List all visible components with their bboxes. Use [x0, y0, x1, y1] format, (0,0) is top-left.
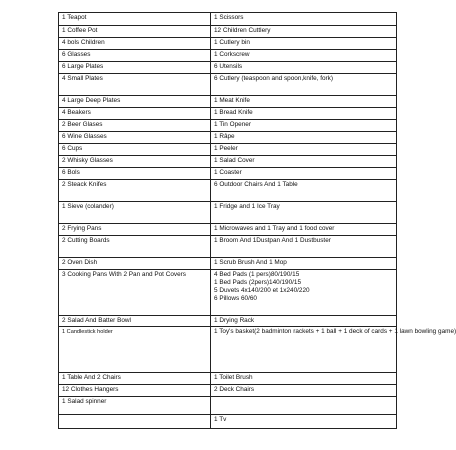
item-cell-left: [59, 258, 211, 270]
table-row: [59, 13, 397, 26]
table-row: [59, 38, 397, 50]
item-cell-right: [211, 224, 397, 236]
table-row: [59, 258, 397, 270]
item-text: 4 Large Deep Plates: [62, 97, 121, 104]
item-text: 1 Drying Rack: [214, 317, 255, 324]
table-row: [59, 168, 397, 180]
item-text: 6 Utensils: [214, 63, 243, 70]
item-cell-left: [59, 385, 211, 397]
item-text: 1 Sieve (colander): [62, 203, 114, 210]
item-text: 1 Fridge and 1 Ice Tray: [214, 203, 280, 210]
item-text: 6 Outdoor Chairs And 1 Table: [214, 181, 298, 188]
item-text: 4 bols Children: [62, 39, 105, 46]
item-text: 6 Pillows 60/60: [214, 295, 257, 302]
item-text: 12 Clothes Hangers: [62, 386, 119, 393]
item-cell-right: [211, 50, 397, 62]
item-cell-right: [211, 270, 397, 316]
item-text: 6 Glasses: [62, 51, 91, 58]
item-cell-left: [59, 415, 211, 429]
item-cell-right: [211, 96, 397, 108]
item-cell-right: [211, 132, 397, 144]
item-cell-right: [211, 13, 397, 26]
item-cell-left: [59, 108, 211, 120]
item-text: 12 Children Cuttlery: [214, 27, 271, 34]
table-row: [59, 50, 397, 62]
item-text: 6 Cups: [62, 145, 83, 152]
table-row: [59, 224, 397, 236]
item-cell-right: [211, 62, 397, 74]
table-row: [59, 132, 397, 144]
item-cell-left: [59, 180, 211, 202]
item-text: 6 Cutlery (teaspoon and spoon,knife, fork): [214, 75, 334, 82]
item-cell-right: [211, 258, 397, 270]
item-text: 3 Cooking Pans With 2 Pan and Pot Covers: [62, 271, 186, 278]
item-text: 1 Cutlery bin: [214, 39, 250, 46]
inventory-table-body: [59, 13, 456, 429]
item-text: 1 Teapot: [62, 14, 87, 21]
item-cell-right: [211, 385, 397, 397]
item-text: 1 Scissors: [214, 14, 244, 21]
table-row: [59, 144, 397, 156]
item-text: 1 Toilet Brush: [214, 374, 253, 381]
item-text: 1 Salad spinner: [62, 398, 107, 405]
table-row: [59, 270, 397, 316]
item-cell-left: [59, 50, 211, 62]
item-text: 6 Wine Glasses: [62, 133, 107, 140]
item-cell-left: [59, 156, 211, 168]
table-row: [59, 96, 397, 108]
item-text: 1 Table And 2 Chairs: [62, 374, 121, 381]
table-row: [59, 327, 397, 373]
item-cell-right: [211, 180, 397, 202]
item-cell-left: [59, 168, 211, 180]
item-cell-left: [59, 373, 211, 385]
item-text: 1 Toy's basket(2 badminton rackets + 1 ball + 1 deck of cards + 1 lawn bowling game): [214, 328, 456, 335]
item-cell-left: [59, 38, 211, 50]
table-row: [59, 62, 397, 74]
item-text: 1 Peeler: [214, 145, 238, 152]
table-row: [59, 74, 397, 96]
item-text: 2 Steack Knifes: [62, 181, 107, 188]
item-text: 2 Salad And Batter Bowl: [62, 317, 131, 324]
item-text: 2 Whisky Glasses: [62, 157, 113, 164]
item-text: 2 Deck Chairs: [214, 386, 255, 393]
table-row: [59, 373, 397, 385]
item-cell-right: [211, 373, 397, 385]
item-text: 1 Salad Cover: [214, 157, 255, 164]
item-cell-left: [59, 144, 211, 156]
item-cell-left: [59, 62, 211, 74]
item-cell-right: [211, 74, 397, 96]
item-text: 4 Small Plates: [62, 75, 103, 82]
table-row: [59, 156, 397, 168]
table-row: [59, 202, 397, 224]
item-cell-left: [59, 96, 211, 108]
table-row: [59, 236, 397, 258]
item-cell-right: [211, 108, 397, 120]
table-row: [59, 415, 397, 429]
item-text: 2 Cutting Boards: [62, 237, 110, 244]
item-text: 1 Tin Opener: [214, 121, 251, 128]
item-text: 1 Bed Pads (2pers)140/190/15: [214, 279, 302, 286]
item-cell-left: [59, 270, 211, 316]
item-text: 1 Coffee Pot: [62, 27, 98, 34]
item-cell-left: [59, 13, 211, 26]
item-cell-left: [59, 316, 211, 327]
item-text: 1 Corkscrew: [214, 51, 250, 58]
item-cell-left: [59, 327, 211, 373]
item-cell-right: [211, 168, 397, 180]
table-row: [59, 26, 397, 38]
item-cell-right: [211, 26, 397, 38]
item-cell-left: [59, 132, 211, 144]
item-text: 1 Coaster: [214, 169, 242, 176]
item-text: 1 Candlestick holder: [62, 329, 113, 335]
table-row: [59, 180, 397, 202]
item-cell-right: [211, 397, 397, 415]
item-text: 1 Broom And 1Dustpan And 1 Dustbuster: [214, 237, 331, 244]
item-text: 1 Tv: [214, 416, 227, 423]
table-row: [59, 108, 397, 120]
item-cell-right: [211, 156, 397, 168]
item-cell-left: [59, 397, 211, 415]
item-cell-right: [211, 38, 397, 50]
item-text: 6 Large Plates: [62, 63, 104, 70]
item-text: 4 Bed Pads (1 pers)80/190/15: [214, 271, 300, 278]
item-cell-right: [211, 202, 397, 224]
item-text: 2 Oven Dish: [62, 259, 98, 266]
item-cell-right: [211, 316, 397, 327]
table-row: [59, 120, 397, 132]
item-text: 1 Bread Knife: [214, 109, 253, 116]
table-row: [59, 316, 397, 327]
item-text: 1 Microwaves and 1 Tray and 1 food cover: [214, 225, 335, 232]
item-text: 6 Bols: [62, 169, 80, 176]
item-cell-right: [211, 120, 397, 132]
item-text: 5 Duvets 4x140/200 et 1x240/220: [214, 287, 310, 294]
item-cell-left: [59, 74, 211, 96]
item-cell-left: [59, 236, 211, 258]
item-text: 2 Frying Pans: [62, 225, 102, 232]
item-cell-right: [211, 415, 397, 429]
inventory-table: [58, 12, 456, 429]
item-cell-left: [59, 120, 211, 132]
table-row: [59, 397, 397, 415]
item-cell-right: [211, 236, 397, 258]
item-cell-left: [59, 202, 211, 224]
item-cell-right: [211, 144, 397, 156]
item-cell-right: [211, 327, 456, 373]
item-text: 2 Beer Glases: [62, 121, 103, 128]
item-cell-left: [59, 224, 211, 236]
table-row: [59, 385, 397, 397]
item-text: 1 Scrub Brush And 1 Mop: [214, 259, 287, 266]
item-cell-left: [59, 26, 211, 38]
item-text: 1 Meat Knife: [214, 97, 250, 104]
item-text: 1 Râpe: [214, 133, 235, 140]
item-text: 4 Beakers: [62, 109, 91, 116]
